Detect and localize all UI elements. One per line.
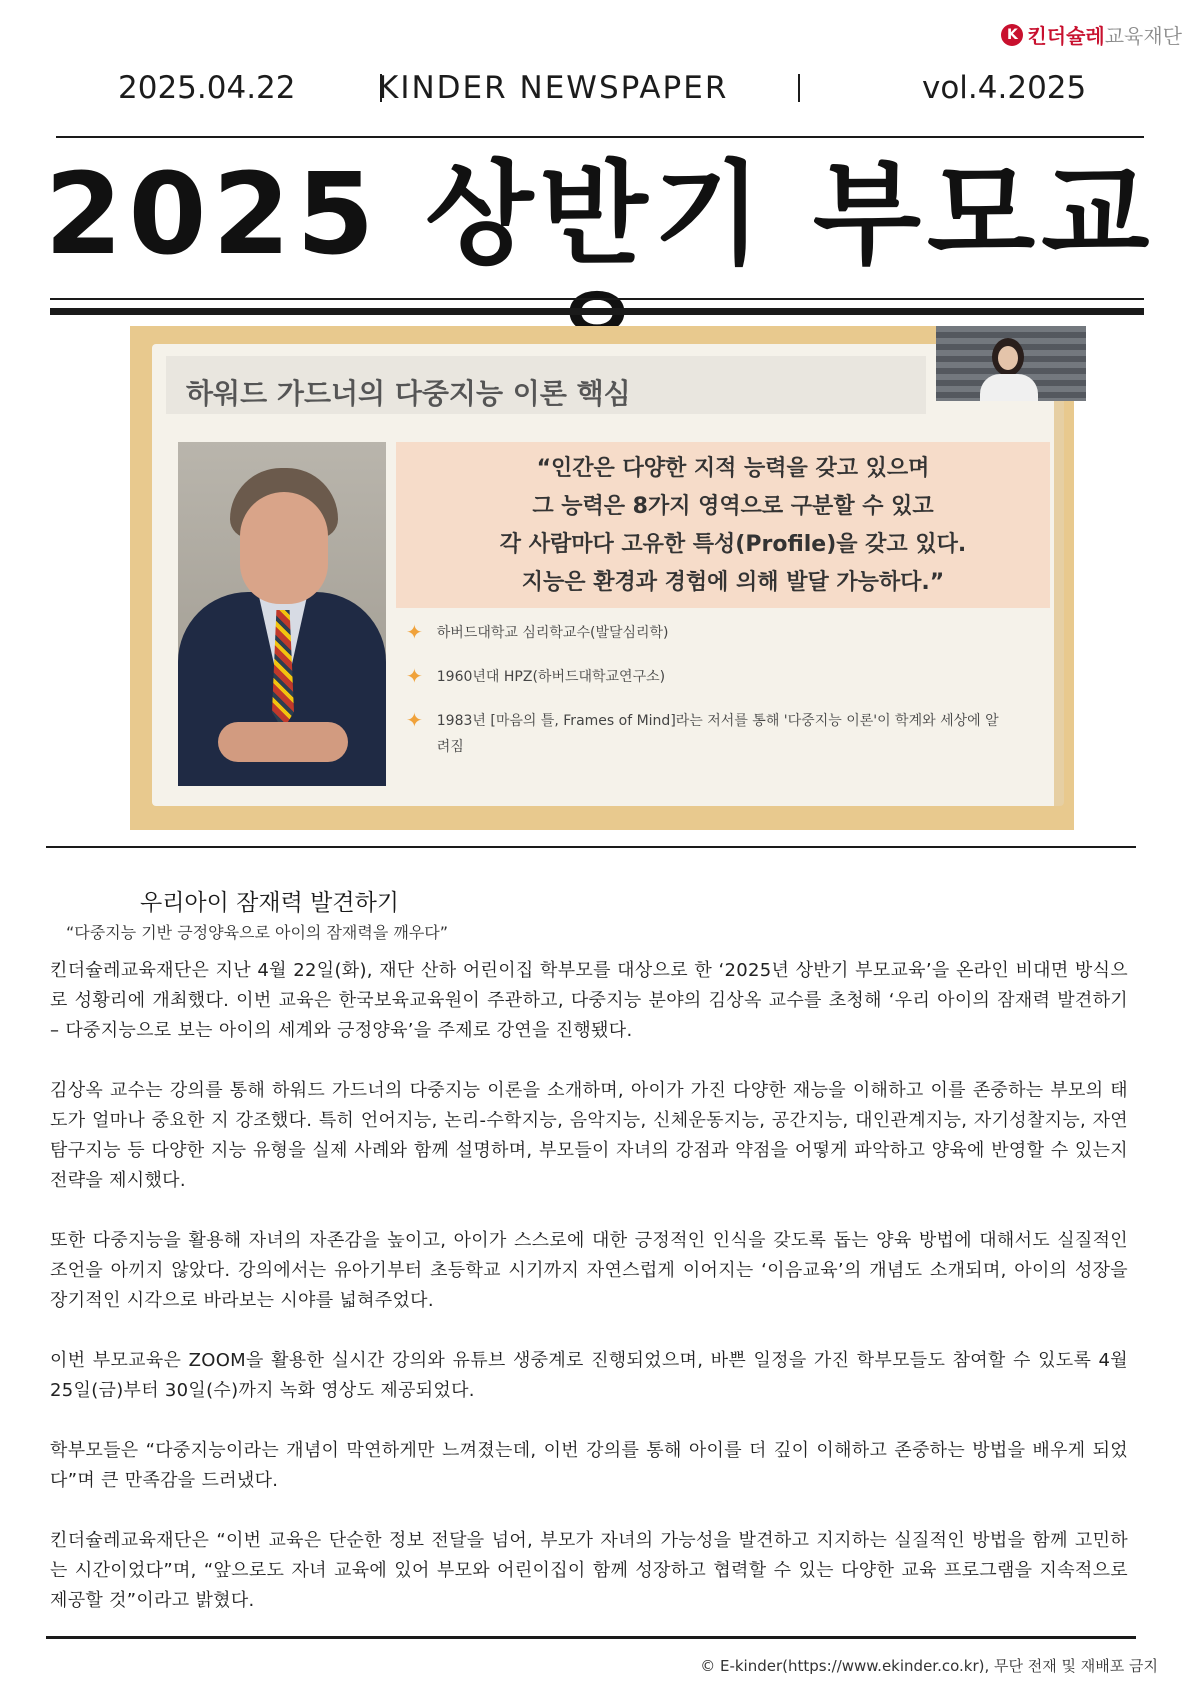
brand-logo [1001,20,1182,49]
slide-bullet-text: 1960년대 HPZ(하버드대학교연구소) [436,669,666,685]
article-subtitle: “다중지능 기반 긍정양육으로 아이의 잠재력을 깨우다” [66,923,449,942]
headline-rule-thin [50,298,1144,300]
article-paragraph: 이번 부모교육은 ZOOM을 활용한 실시간 강의와 유튜브 생중계로 진행되었으며, 바쁜 일정을 가진 학부모들도 참여할 수 있도록 4월 25일(금)부터 30일(수)까지 녹화 영상도 제공되었다. [50,1350,1128,1401]
slide-bullet [406,664,1006,690]
logo-text [1027,20,1182,49]
paper-name: KINDER NEWSPAPER [378,70,729,106]
slide-quote-line: 각 사람마다 고유한 특성(Profile)을 갖고 있다. [499,532,967,557]
slide-panel [152,344,1064,806]
article-paragraph: 킨더슐레교육재단은 지난 4월 22일(화), 재단 산하 어린이집 학부모를 대상으로 한 ‘2025년 상반기 부모교육’을 온라인 비대면 방식으로 성황리에 개최했다. 이번 교육은 한국보육교육원이 주관하고, 다중지능 분야의 김상옥 교수를 초청해 ‘우리 아이의 잠재력 발견하기 – 다중지능으로 보는 아이의 세계와 긍정양육’을 주제로 강연을 진행됐다. [50,960,1128,1041]
article-paragraph: 또한 다중지능을 활용해 자녀의 자존감을 높이고, 아이가 스스로에 대한 긍정적인 인식을 갖도록 돕는 양육 방법에 대해서도 실질적인 조언을 아끼지 않았다. 강의에서는 유아기부터 초등학교 시기까지 자연스럽게 이어지는 ‘이음교육’의 개념도 소개되며, 아이의 성장을 장기적인 시각으로 바라보는 시야를 넓혀주었다. [50,1230,1128,1311]
masthead-divider [798,74,800,102]
star-bullet-icon: ✦ [406,708,423,732]
slide-bullet-text: 1983년 [마음의 틀, Frames of Mind]라는 저서를 통해 '다중지능 이론'이 학계와 세상에 알려짐 [436,713,999,755]
logo-brand-red: 킨더슐레 [1027,24,1105,48]
star-bullet-icon: ✦ [406,664,423,688]
headline: 2025 상반기 부모교 [44,150,1156,280]
article-paragraph: 학부모들은 “다중지능이라는 개념이 막연하게만 느껴졌는데, 이번 강의를 통해 아이를 더 깊이 이해하고 존중하는 방법을 배우게 되었다”며 큰 만족감을 드러냈다. [50,1440,1128,1491]
slide-bullet-list [406,620,1006,778]
copyright-footer: © E-kinder(https://www.ekinder.co.kr), 무단 전재 및 재배포 금지 [700,1657,1158,1675]
slide-quote-line: 그 능력은 8가지 영역으로 구분할 수 있고 [532,494,934,519]
issue-volume: vol.4.2025 [922,70,1087,106]
slide-quote-line: “인간은 다양한 지적 능력을 갖고 있으며 [536,456,930,481]
star-bullet-icon: ✦ [406,620,423,644]
slide-bullet-text: 하버드대학교 심리학교수(발달심리학) [436,625,669,641]
issue-date: 2025.04.22 [118,70,296,106]
speaker-webcam-thumbnail [936,326,1086,401]
slide-quote-line: 지능은 환경과 경험에 의해 발달 가능하다.” [521,570,945,595]
logo-brand-gray: 교육재단 [1104,24,1182,48]
masthead-rule [56,136,1144,138]
image-rule [46,846,1136,848]
lecture-slide-image [130,326,1074,830]
slide-bullet [406,708,1006,760]
gardner-portrait [178,442,386,786]
article-body [50,956,1128,1616]
masthead [0,66,1200,116]
footer-rule [46,1636,1136,1639]
slide-heading: 하워드 가드너의 다중지능 이론 핵심 [186,377,631,410]
headline-rule-thick [50,308,1144,315]
slide-quote-box [396,442,1050,608]
article-title: 우리아이 잠재력 발견하기 [140,890,400,916]
article-paragraph: 킨더슐레교육재단은 “이번 교육은 단순한 정보 전달을 넘어, 부모가 자녀의 가능성을 발견하고 지지하는 실질적인 방법을 함께 고민하는 시간이었다”며, “앞으로도 자녀 교육에 있어 부모와 어린이집이 함께 성장하고 협력할 수 있는 다양한 교육 프로그램을 지속적으로 제공할 것”이라고 밝혔다. [50,1530,1128,1611]
slide-bullet [406,620,1006,646]
logo-mark-icon: K [1001,24,1023,46]
article-paragraph: 김상옥 교수는 강의를 통해 하워드 가드너의 다중지능 이론을 소개하며, 아이가 가진 다양한 재능을 이해하고 이를 존중하는 부모의 태도가 얼마나 중요한 지 강조했다. 특히 언어지능, 논리-수학지능, 음악지능, 신체운동지능, 공간지능, 대인관계지능, 자기성찰지능, 자연탐구지능 등 다양한 지능 유형을 실제 사례와 함께 설명하며, 부모들이 자녀의 강점과 약점을 어떻게 파악하고 양육에 반영할 수 있는지 전략을 제시했다. [50,1080,1128,1191]
